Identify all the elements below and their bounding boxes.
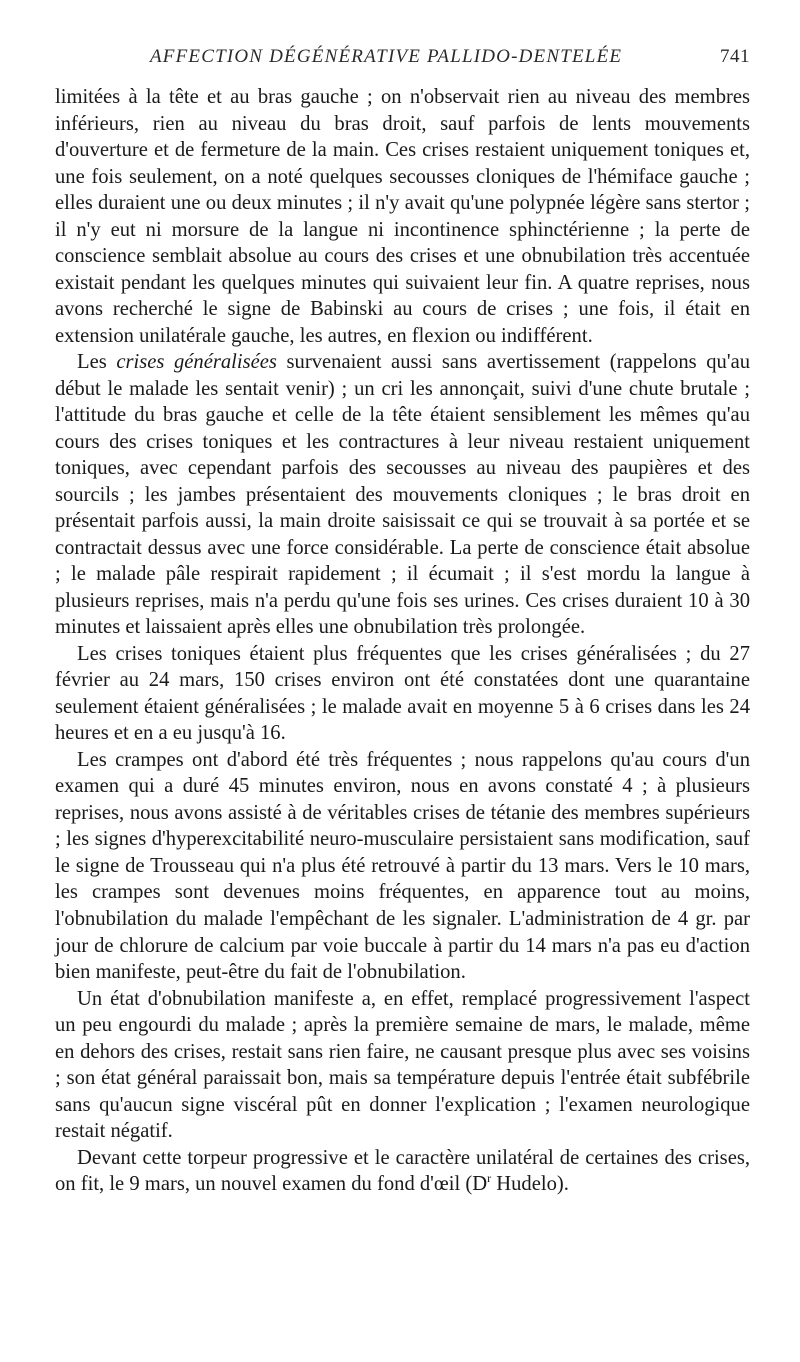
paragraph-6	[55, 1145, 750, 1198]
paragraph-5: Un état d'obnubilation manifeste a, en effet, remplacé progressivement l'aspect un peu engourdi du malade ; après la première semaine de mars, le malade, même en dehors des crises, restait sans rien faire, ne causant presque plus avec ses voisins ; son état général paraissait bon, mais sa température depuis l'entrée était subfébrile sans qu'aucun signe viscéral pût en donner l'explication ; l'examen neurologique restait négatif.	[55, 987, 750, 1143]
page-number: 741	[720, 46, 750, 67]
paragraph-3: Les crises toniques étaient plus fréquentes que les crises généralisées ; du 27 février au 24 mars, 150 crises environ ont été constatées dont une quarantaine seulement étaient généralisées ; le malade avait en moyenne 5 à 6 crises dans les 24 heures et en a eu jusqu'à 16.	[55, 642, 750, 745]
paragraph-2	[55, 349, 750, 641]
running-title: AFFECTION DÉGÉNÉRATIVE PALLIDO-DENTELÉE	[150, 46, 623, 67]
paragraph-tail: Hudelo).	[491, 1173, 569, 1196]
paragraph-lead: Les	[77, 351, 117, 374]
paragraph-text: survenaient aussi sans avertissement (rappelons qu'au début le malade les sentait venir) ; un cri les annonçait, suivi d'une chute brutale ; l'attitude du bras gauche et celle de la tête étaient sensiblement les mêmes qu'au cours des crises toniques et les contractures à leur niveau restaient uniquement toniques, avec cependant parfois des secousses au niveau des paupières et des sourcils ; les jambes présentaient des mouvements cloniques ; le bras droit en présentait parfois aussi, la main droite saisissait ce qui se trouvait à sa portée et se contractait dessus avec une force considérable. La perte de conscience était absolue ; le malade pâle respirait rapidement ; il écumait ; il s'est mordu la langue à plusieurs reprises, mais n'a perdu qu'une fois ses urines. Ces crises duraient 10 à 30 minutes et laissaient après elles une obnubilation très prolongée.	[55, 351, 750, 639]
emphasis-crises-generalisees: crises généralisées	[116, 351, 277, 374]
running-header	[55, 46, 750, 74]
paragraph-1: limitées à la tête et au bras gauche ; on n'observait rien au niveau des membres inférieurs, rien au niveau du bras droit, sauf parfois de lents mouvements d'ouverture et de fermeture de la main. Ces crises restaient uniquement toniques et, une fois seulement, on a noté quelques secousses cloniques de l'hémiface gauche ; elles duraient une ou deux minutes ; il n'y avait qu'une polypnée légère sans stertor ; il n'y eut ni morsure de la langue ni incontinence sphinctérienne ; la perte de conscience semblait absolue au cours des crises et une obnubilation très accentuée existait pendant les quelques minutes qui suivaient leur fin. A quatre reprises, nous avons recherché le signe de Babinski au cours de crises ; une fois, il était en extension unilatérale gauche, les autres, en flexion ou indifférent.	[55, 86, 750, 347]
body-text	[55, 84, 750, 1198]
paragraph-4: Les crampes ont d'abord été très fréquentes ; nous rappelons qu'au cours d'un examen qui a duré 45 minutes environ, nous en avons constaté 4 ; à plusieurs reprises, nous avons assisté à de véritables crises de tétanie des membres supérieurs ; les signes d'hyperexcitabilité neuro-musculaire persistaient sans modification, sauf le signe de Trousseau qui n'a plus été retrouvé à partir du 13 mars. Vers le 10 mars, les crampes sont devenues moins fréquentes, en apparence tout au moins, l'obnubilation du malade l'empêchant de les signaler. L'administration de 4 gr. par jour de chlorure de calcium par voie buccale à partir du 14 mars n'a pas eu d'action bien manifeste, peut-être du fait de l'obnubilation.	[55, 748, 750, 984]
paragraph-text: Devant cette torpeur progressive et le caractère unilatéral de certaines des crises, on fit, le 9 mars, un nouvel examen du fond d'œil (D	[55, 1146, 750, 1196]
superscript-r: r	[487, 1171, 492, 1186]
